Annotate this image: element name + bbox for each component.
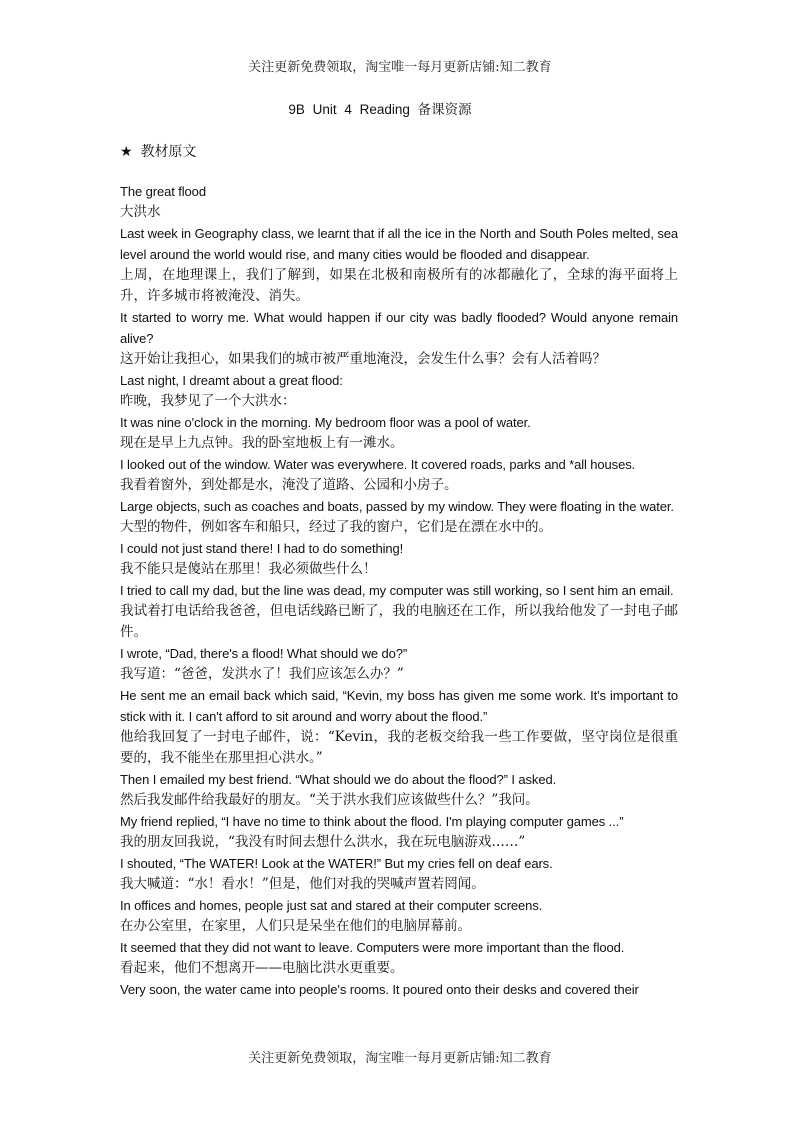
- text-line: Then I emailed my best friend. “What should we do about the flood?” I asked.: [120, 772, 557, 787]
- text-line: I shouted, “The WATER! Look at the WATER!” But my cries fell on deaf ears.: [120, 856, 553, 871]
- text-line: 大洪水: [120, 204, 161, 220]
- text-line: In offices and homes, people just sat and stared at their computer screens.: [120, 898, 543, 913]
- text-line: It was nine o'clock in the morning. My bedroom floor was a pool of water.: [120, 415, 531, 430]
- text-line: He sent me an email back which said, “Kevin, my boss has given me some work. It's important to stick with it. I can't afford to sit around and worry about the flood.”: [120, 688, 678, 724]
- text-line: 上周，在地理课上，我们了解到，如果在北极和南极所有的冰都融化了，全球的海平面将上升，许多城市将被淹没、消失。: [120, 267, 678, 304]
- text-body: [120, 181, 678, 1021]
- text-line: Very soon, the water came into people's rooms. It poured onto their desks and covered their: [120, 982, 639, 997]
- text-line: It started to worry me. What would happen if our city was badly flooded? Would anyone remain alive?: [120, 310, 678, 346]
- text-line: 他给我回复了一封电子邮件，说：“Kevin，我的老板交给我一些工作要做，坚守岗位是很重要的，我不能坐在那里担心洪水。”: [120, 729, 678, 766]
- star-icon: ★: [120, 144, 133, 160]
- text-line: 昨晚，我梦见了一个大洪水：: [120, 393, 296, 409]
- text-line: I tried to call my dad, but the line was dead, my computer was still working, so I sent him an email.: [120, 583, 674, 598]
- text-line: I looked out of the window. Water was everywhere. It covered roads, parks and *all houses.: [120, 457, 636, 472]
- text-line: 我不能只是傻站在那里！我必须做些什么！: [120, 561, 377, 577]
- text-line: 我大喊道：“水！看水！”但是，他们对我的哭喊声置若罔闻。: [120, 876, 485, 892]
- text-line: 大型的物件，例如客车和船只，经过了我的窗户，它们是在漂在水中的。: [120, 519, 552, 535]
- text-line: It seemed that they did not want to leave. Computers were more important than the flood.: [120, 940, 625, 955]
- document-title: 9B Unit 4 Reading 备课资源: [288, 102, 472, 117]
- page-header: 关注更新免费领取，淘宝唯一每月更新店铺:知二教育: [248, 60, 552, 75]
- page-footer: 关注更新免费领取，淘宝唯一每月更新店铺:知二教育: [248, 1051, 552, 1066]
- text-line: 这开始让我担心，如果我们的城市被严重地淹没，会发生什么事？会有人活着吗？: [120, 351, 606, 367]
- section-title: 教材原文: [140, 144, 197, 160]
- text-line: 然后我发邮件给我最好的朋友。“关于洪水我们应该做些什么？”我问。: [120, 792, 539, 808]
- text-line: Large objects, such as coaches and boats, passed by my window. They were floating in the water.: [120, 499, 674, 514]
- text-line: 我试着打电话给我爸爸，但电话线路已断了，我的电脑还在工作，所以我给他发了一封电子邮件。: [120, 603, 678, 640]
- section-heading: [120, 141, 197, 161]
- text-line: 在办公室里，在家里，人们只是呆坐在他们的电脑屏幕前。: [120, 918, 471, 934]
- text-line: 我的朋友回我说，“我没有时间去想什么洪水，我在玩电脑游戏……”: [120, 834, 526, 850]
- text-line: My friend replied, “I have no time to think about the flood. I'm playing computer games ...”: [120, 814, 624, 829]
- text-line: Last week in Geography class, we learnt that if all the ice in the North and South Poles melted, sea level around the world would rise, and many cities would be flooded and disappear.: [120, 226, 678, 262]
- text-line: I wrote, “Dad, there's a flood! What should we do?”: [120, 646, 408, 661]
- text-line: I could not just stand there! I had to do something!: [120, 541, 404, 556]
- text-line: 现在是早上九点钟。我的卧室地板上有一滩水。: [120, 435, 404, 451]
- text-line: 我写道：“爸爸，发洪水了！我们应该怎么办？”: [120, 666, 404, 682]
- text-line: 我看着窗外，到处都是水，淹没了道路、公园和小房子。: [120, 477, 458, 493]
- text-line: The great flood: [120, 184, 206, 199]
- text-line: Last night, I dreamt about a great flood:: [120, 373, 343, 388]
- text-line: 看起来，他们不想离开——电脑比洪水更重要。: [120, 960, 404, 976]
